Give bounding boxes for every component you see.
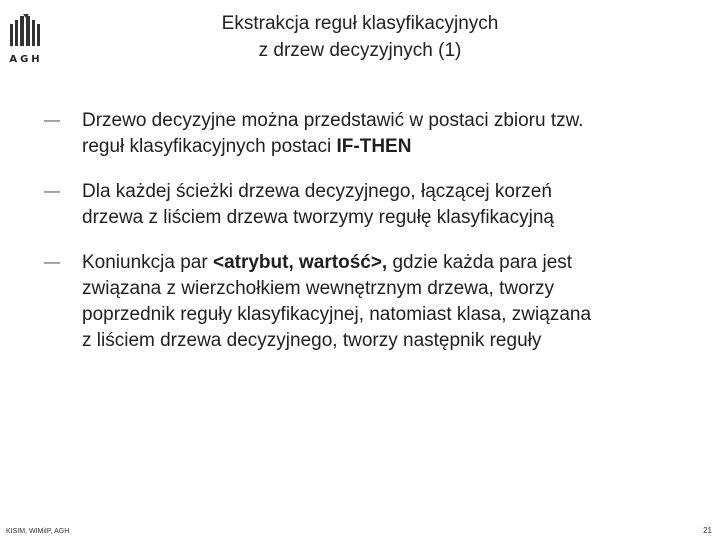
bullet-item [40,108,680,160]
footer-affiliation: KISIM, WIMiIP, AGH [6,528,70,535]
bullet-text-line: reguł klasyfikacyjnych postaci IF-THEN [82,136,412,157]
agh-logo-icon [8,14,44,46]
bullet-text-line: drzewa z liściem drzewa tworzymy regułę klasyfikacyjną [82,207,554,228]
bullet-text-line: Drzewo decyzyjne można przedstawić w postaci zbioru tzw. [82,110,584,131]
bullet-marker: — [44,254,60,271]
bullet-text-line: związana z wierzchołkiem wewnętrznym drzewa, tworzy [82,278,554,299]
agh-logo-text: AGH [9,54,43,65]
bullet-text-line: poprzednik reguły klasyfikacyjnej, natomiast klasa, związana [82,304,592,325]
bullet-marker: — [44,112,60,129]
bullet-text-line: Dla każdej ścieżki drzewa decyzyjnego, łączącej korzeń [82,181,552,202]
bullet-list [40,108,680,373]
bold-term: <atrybut, wartość>, [212,252,388,273]
bullet-item [40,179,680,231]
slide-title-line-1: Ekstrakcja reguł klasyfikacyjnych [221,13,499,34]
bullet-text-line: Koniunkcja par <atrybut, wartość>, gdzie każda para jest [82,252,573,273]
bold-term: IF-THEN [336,136,412,157]
slide-title [140,10,580,64]
agh-logo [8,14,44,66]
page-number: 21 [703,526,712,535]
bullet-text-line: z liściem drzewa decyzyjnego, tworzy następnik reguły [82,330,542,351]
bullet-item [40,250,680,354]
slide-title-line-2: z drzew decyzyjnych (1) [258,40,462,61]
bullet-marker: — [44,183,60,200]
